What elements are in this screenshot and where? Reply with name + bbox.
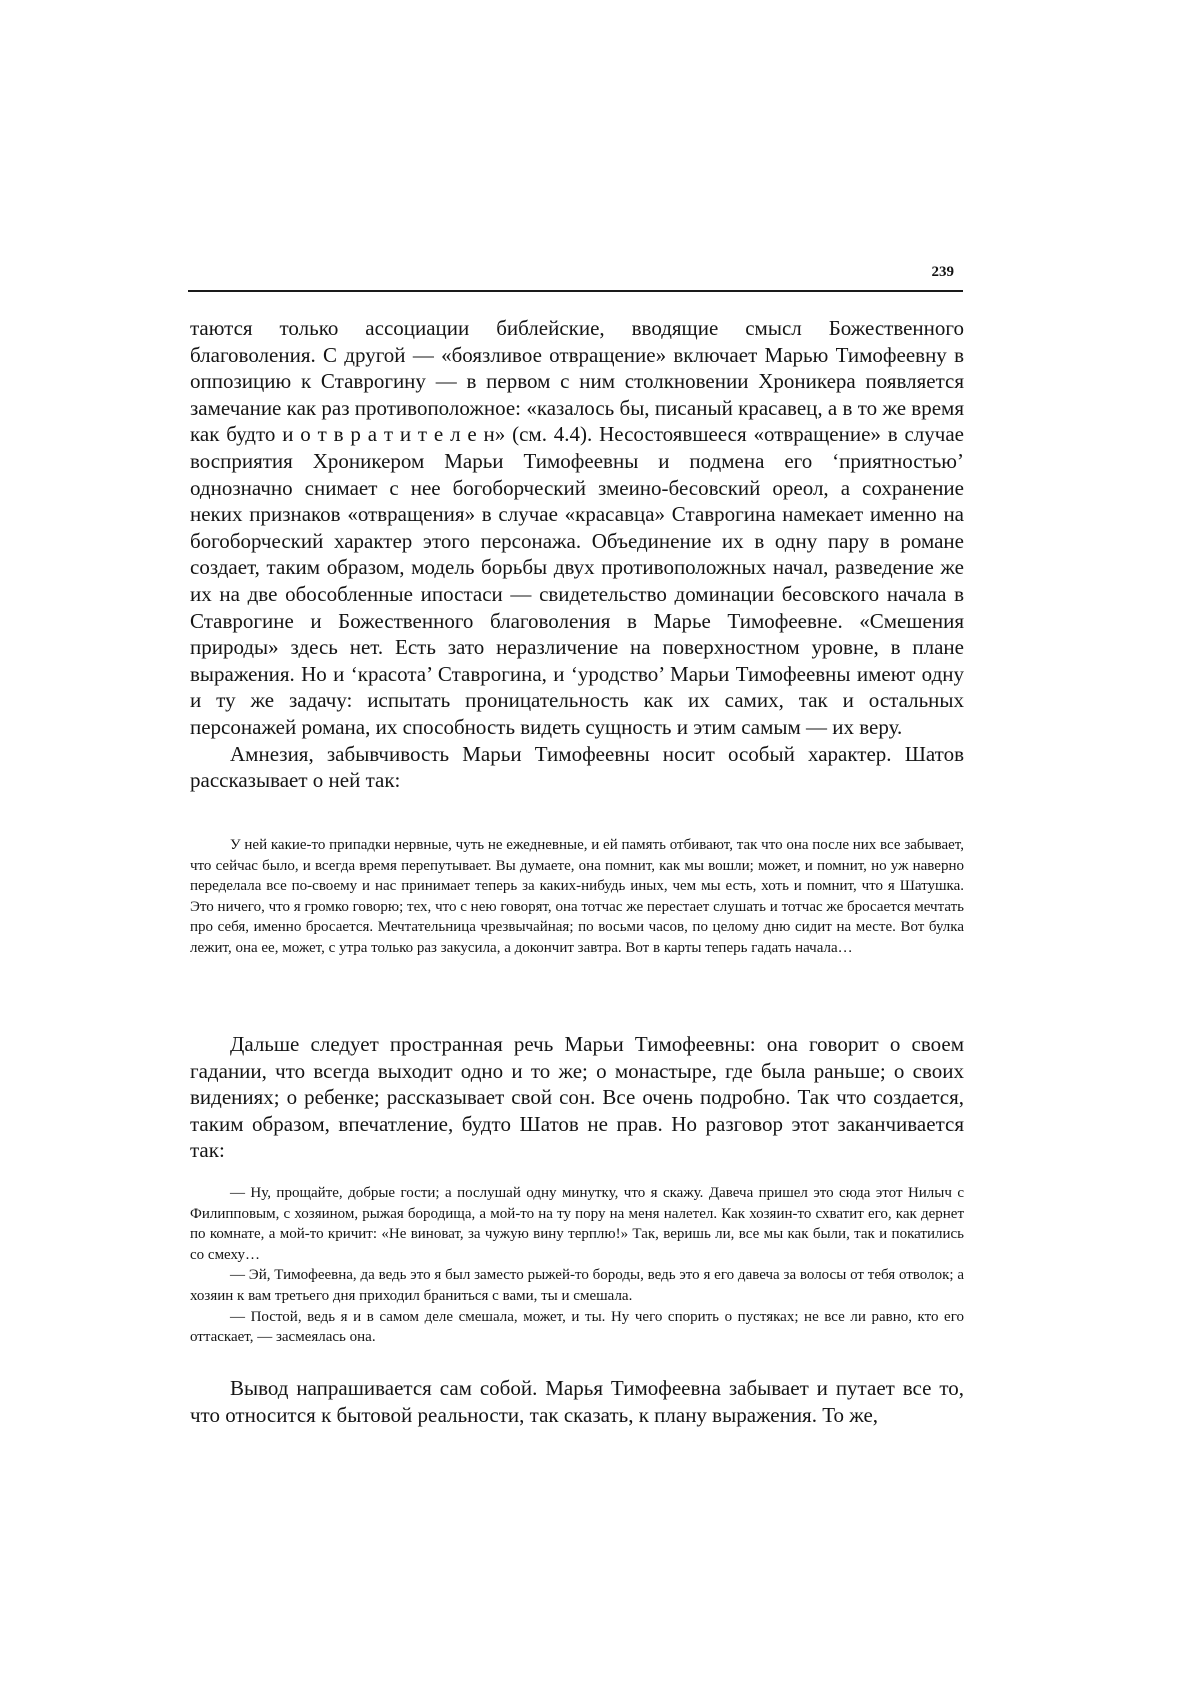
quote-paragraph: У ней какие-то припадки нервные, чуть не ежедневные, и ей память отбивают, так что она после них все забывает, что сейчас было, и всегда время перепутывает. Вы думаете, она помнит, как мы вошли; может, и помнит, но уж наверно переделала все по-своему и нас принимает теперь за каких-нибудь иных, чем мы есть, хоть и помнит, что я Шатушка. Это ничего, что я громко говорю; тех, что с нею говорят, она тотчас же перестает слушать и тотчас же бросается мечтать про себя, именно бросается. Мечтательница чрезвычайная; по восьми часов, по целому дню сидит на месте. Вот булка лежит, она ее, может, с утра только раз закусила, а докончит завтра. Вот в карты теперь гадать начала…: [190, 837, 964, 956]
paragraph-speech: Дальше следует пространная речь Марьи Тимофеевны: она говорит о своем гадании, что всегда выходит одно и то же; о монастыре, где была раньше; о своих видениях; о ребенке; рассказывает свой сон. Все очень подробно. Так что создается, таким образом, впечатление, будто Шатов не прав. Но разговор этот заканчивается так:: [190, 1032, 964, 1163]
block-quote-shatov: [190, 835, 964, 959]
paragraph-conclusion: Вывод напрашивается сам собой. Марья Тимофеевна забывает и путает все то, что относится к бытовой реальности, так сказать, к плану выражения. То же,: [190, 1376, 964, 1427]
paragraph-continuation: таются только ассоциации библейские, вводящие смысл Божественного благоволения. С другой — «боязливое отвращение» включает Марью Тимофеевну в оппозицию к Ставрогину — в первом с ним столкновении Хроникера появляется замечание как раз противоположное: «казалось бы, писаный красавец, а в то же время как будто и о т в р а т и т е л е н» (см. 4.4). Несостоявшееся «отвращение» в случае восприятия Хроникером Марьи Тимофеевны и подмена его ‘приятностью’ однозначно снимает с нее богоборческий змеино-бесовский ореол, а сохранение неких признаков «отвращения» в случае «красавца» Ставрогина намекает именно на богоборческий характер этого персонажа. Объединение их в одну пару в романе создает, таким образом, модель борьбы двух противоположных начал, разведение же их на две обособленные ипостаси — свидетельство доминации бесовского начала в Ставрогине и Божественного благоволения в Марье Тимофеевне. «Смешения природы» здесь нет. Есть зато неразличение на поверхностном уровне, в плане выражения. Но и ‘красота’ Ставрогина, и ‘уродство’ Марьи Тимофеевны имеют одну и ту же задачу: испытать проницательность как их самих, так и остальных персонажей романа, их способность видеть сущность и этим самым — их веру.: [190, 316, 964, 739]
header-rule: [188, 290, 963, 292]
body-text-block-2: [190, 1031, 964, 1164]
quote-dialogue-line-2: — Эй, Тимофеевна, да ведь это я был заместо рыжей-то бороды, ведь это я его давеча за волосы от тебя отволок; а хозяин к вам третьего дня приходил браниться с вами, ты и смешала.: [190, 1267, 964, 1304]
page-number: 239: [931, 264, 954, 280]
body-text-block-1: [190, 315, 964, 794]
quote-dialogue-line-3: — Постой, ведь я и в самом деле смешала, может, и ты. Ну чего спорить о пустяках; не все ли равно, кто его оттаскает, — засмеялась она.: [190, 1308, 964, 1346]
block-quote-dialogue: [190, 1183, 964, 1348]
quote-dialogue-line-1: — Ну, прощайте, добрые гости; а послушай одну минутку, что я скажу. Давеча пришел это сюда этот Нилыч с Филипповым, с хозяином, рыжая бородища, а мой-то на ту пору на меня налетел. Как хозяин-то схватит его, как дернет по комнате, а мой-то кричит: «Не виноват, за чужую вину терплю!» Так, веришь ли, все мы как были, так и покатились со смеху…: [190, 1185, 964, 1263]
paragraph-amnesia: Амнезия, забывчивость Марьи Тимофеевны носит особый характер. Шатов рассказывает о ней так:: [190, 741, 964, 793]
body-text-block-3: [190, 1375, 964, 1428]
